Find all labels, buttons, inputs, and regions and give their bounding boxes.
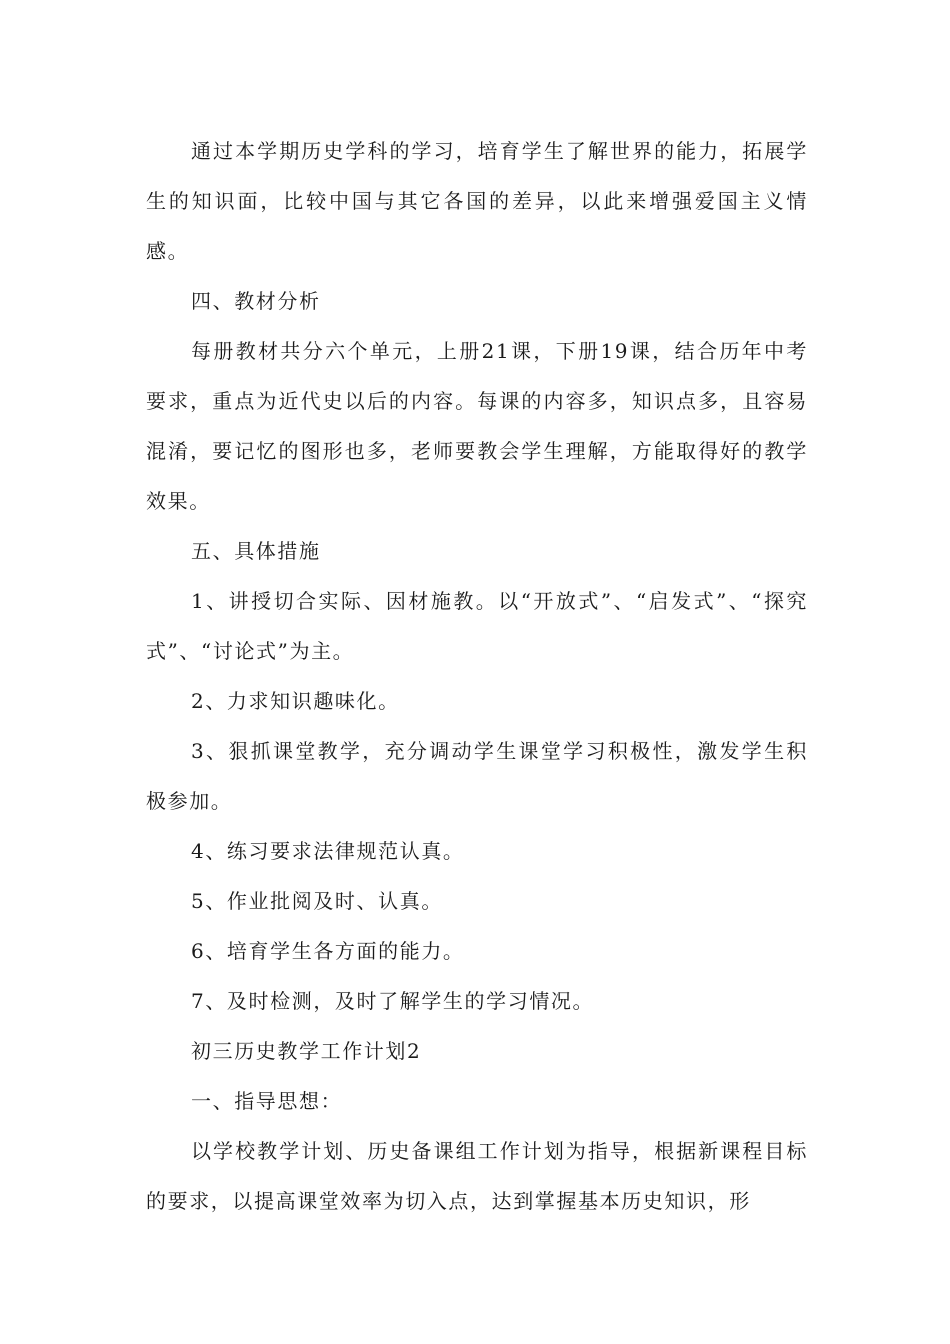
measure-item-2: 2、力求知识趣味化。: [191, 689, 400, 713]
paragraph-goal: 通过本学期历史学科的学习，培育学生了解世界的能力，拓展学生的知识面，比较中国与其它各国的差异，以此来增强爱国主义情感。: [146, 139, 808, 263]
document-body: [146, 126, 808, 1226]
heading-textbook-analysis: 四、教材分析: [191, 289, 321, 313]
heading-guiding-ideology: 一、指导思想：: [191, 1089, 343, 1113]
measure-item-5: 5、作业批阅及时、认真。: [191, 889, 443, 913]
measure-item-6: 6、培育学生各方面的能力。: [191, 939, 465, 963]
measure-item-4: 4、练习要求法律规范认真。: [191, 839, 465, 863]
heading-specific-measures: 五、具体措施: [191, 539, 321, 563]
paragraph-guiding-ideology: 以学校教学计划、历史备课组工作计划为指导，根据新课程目标的要求，以提高课堂效率为切入点，达到掌握基本历史知识，形: [146, 1139, 808, 1213]
measure-item-3: 3、狠抓课堂教学，充分调动学生课堂学习积极性，激发学生积极参加。: [146, 739, 808, 813]
section-title-plan-2: 初三历史教学工作计划2: [191, 1039, 422, 1063]
measure-item-7: 7、及时检测，及时了解学生的学习情况。: [191, 989, 595, 1013]
paragraph-textbook-analysis: 每册教材共分六个单元，上册21课，下册19课，结合历年中考要求，重点为近代史以后的内容。每课的内容多，知识点多，且容易混淆，要记忆的图形也多，老师要教会学生理解，方能取得好的教学效果。: [146, 339, 808, 513]
measure-item-1: 1、讲授切合实际、因材施教。以“开放式”、“启发式”、“探究式”、“讨论式”为主。: [146, 589, 808, 663]
